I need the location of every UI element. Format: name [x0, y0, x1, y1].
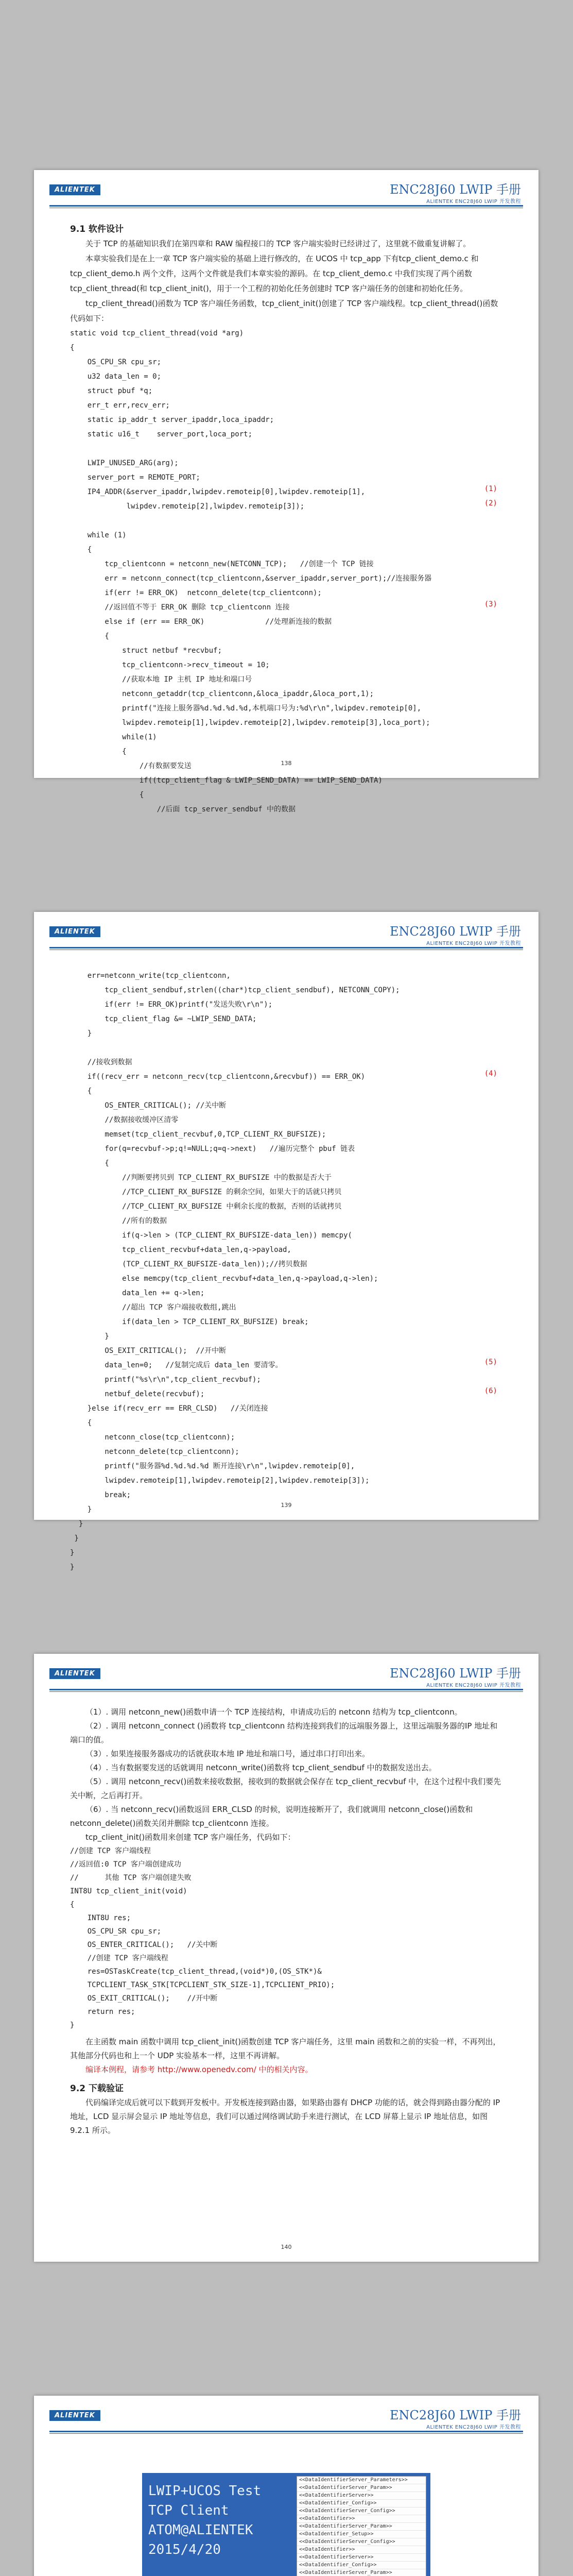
- page-header: [34, 170, 539, 210]
- paragraph: 关于 TCP 的基础知识我们在第四章和 RAW 编程接口的 TCP 客户端实验时已经讲过了，这里就不做重复讲解了。: [85, 239, 471, 248]
- document-page: [34, 170, 539, 814]
- header-rule: [49, 947, 523, 948]
- header-rule: [49, 1689, 523, 1690]
- code-marker: (4): [484, 1070, 497, 1078]
- document-page: [34, 2396, 539, 2576]
- header-rule: [49, 205, 523, 207]
- list-item: （5）. 调用 netconn_recv()函数来接收数据，接收到的数据就会保存在 tcp_client_recvbuf 中，在这个过程中我们要先关中断，之后再打开。: [70, 1777, 501, 1800]
- list-item: （4）. 当有数据要发送的话就调用 netconn_write()函数将 tcp_client_sendbuf 中的数据发送出去。: [85, 1763, 437, 1772]
- list-item: （1）. 调用 netconn_new()函数申请一个 TCP 连接结构，申请成功后的 netconn 结构为 tcp_clientconn。: [85, 1707, 462, 1717]
- list-item: <<DataIdentifierServer_Config>>: [297, 2538, 426, 2546]
- list-item: <<DataIdentifier_Config>>: [297, 2500, 426, 2507]
- lcd-line: TCP Client: [148, 2503, 229, 2518]
- manual-subtitle: ALIENTEK ENC28J60 LWIP 开发教程: [426, 1683, 521, 1688]
- paragraph: 编译本例程，请参考 http://www.openedv.com/ 中的相关内容。: [85, 2065, 313, 2074]
- code-marker: (3): [484, 600, 497, 608]
- paragraph: tcp_client_thread()函数为 TCP 客户端任务函数，tcp_client_init()创建了 TCP 客户端线程。tcp_client_thread()函数代码如下：: [70, 299, 498, 323]
- page-body: [70, 1705, 502, 2138]
- paragraph: 代码编译完成后就可以下载到开发板中。开发板连接到路由器，如果路由器有 DHCP 功能的话，就会得到路由器分配的 IP 地址，LCD 显示屏会显示 IP 地址等信息，我们可以通过网络调试助手来进行测试，在 LCD 屏幕上显示 IP 地址信息，如图 9.2.1 所示。: [70, 2098, 500, 2135]
- list-item: <<DataIdentifier>>: [297, 2546, 426, 2554]
- section-heading: 9.2 下载验证: [70, 2083, 124, 2094]
- header-rule-thin: [49, 2433, 523, 2434]
- page-number: 138: [281, 760, 292, 767]
- document-page: [34, 912, 539, 1571]
- list-item: <<DataIdentifierServer_Config>>: [297, 2507, 426, 2515]
- lcd-screen-photo: [142, 2473, 430, 2576]
- manual-title: ENC28J60 LWIP 手册: [390, 924, 521, 939]
- list-item: （3）. 如果连接服务器成功的话就获取本地 IP 地址和端口号，通过串口打印出来。: [85, 1749, 370, 1758]
- manual-title: ENC28J60 LWIP 手册: [390, 2408, 521, 2422]
- page-number: 140: [281, 2244, 292, 2250]
- code-block: err=netconn_write(tcp_clientconn, tcp_client_sendbuf,strlen((char*)tcp_client_sendbuf), NETCONN_COPY); if(err != ERR_OK)printf("发送失败\r\n"); tcp_client_flag &= ~LWIP_SEND_DATA; } //接收到数据 if((recv_err = netconn_recv(tcp_clientconn,&recvbuf)) == ERR_OK) { OS_ENTER_CRITICAL(); //关中断 //数据接收缓冲区清零 memset(tcp_client_recvbuf,0,TCP_CLIENT_RX_BUFSIZE); for(q=recvbuf->p;q!=NULL;q=q->next) //遍历完整个 pbuf 链表 { //判断要拷贝到 TCP_CLIENT_RX_BUFSIZE 中的数据是否大于 //TCP_CLIENT_RX_BUFSIZE 的剩余空间，如果大于的话就只拷贝 //TCP_CLIENT_RX_BUFSIZE 中剩余长度的数据，否则的话就拷贝 //所有的数据 if(q->len > (TCP_CLIENT_RX_BUFSIZE-data_len)) memcpy( tcp_client_recvbuf+data_len,q->payload, (TCP_CLIENT_RX_BUFSIZE-data_len));//拷贝数据 else memcpy(tcp_client_recvbuf+data_len,q->payload,q->len); data_len += q->len; //超出 TCP 客户端接收数组,跳出 if(data_len > TCP_CLIENT_RX_BUFSIZE) break; } OS_EXIT_CRITICAL(); //开中断 data_len=0; //复制完成后 data_len 要清零。 printf("%s\r\n",tcp_client_recvbuf); netbuf_delete(recvbuf); }else if(recv_err == ERR_CLSD) //关闭连接 { netconn_close(tcp_clientconn); netconn_delete(tcp_clientconn); printf("服务器%d.%d.%d.%d 断开连接\r\n",lwipdev.remoteip[0], lwipdev.remoteip[1],lwipdev.remoteip[2],lwipdev.remoteip[3]); break; } } } } }: [70, 972, 400, 1571]
- list-item: <<DataIdentifier_Config>>: [297, 2562, 426, 2569]
- lcd-line: ATOM@ALIENTEK: [148, 2522, 253, 2538]
- lcd-line: LWIP+UCOS Test: [148, 2483, 262, 2499]
- header-rule-thin: [49, 1691, 523, 1692]
- manual-subtitle: ALIENTEK ENC28J60 LWIP 开发教程: [426, 941, 521, 946]
- list-item: <<DataIdentifierServer>>: [297, 2492, 426, 2500]
- page-body: [70, 2473, 502, 2576]
- page-header: [34, 2396, 539, 2436]
- page-header: [34, 912, 539, 952]
- page-number: 139: [281, 1502, 292, 1509]
- list-item: <<DataIdentifierServer>>: [297, 2554, 426, 2562]
- overlay-dropdown-list: [297, 2476, 426, 2576]
- document-page: [34, 1654, 539, 2262]
- list-item: <<DataIdentifier_Setup>>: [297, 2531, 426, 2538]
- brand-logo: ALIENTEK: [49, 184, 100, 195]
- code-marker: (5): [484, 1358, 497, 1366]
- code-block: static void tcp_client_thread(void *arg) { OS_CPU_SR cpu_sr; u32 data_len = 0; struct pbuf *q; err_t err,recv_err; static ip_addr_t server_ipaddr,loca_ipaddr; static u16_t server_port,loca_port; LWIP_UNUSED_ARG(arg); server_port = REMOTE_PORT; IP4_ADDR(&server_ipaddr,lwipdev.remoteip[0],lwipdev.remoteip[1], lwipdev.remoteip[2],lwipdev.remoteip[3]); while (1) { tcp_clientconn = netconn_new(NETCONN_TCP); //创建一个 TCP 链接 err = netconn_connect(tcp_clientconn,&server_ipaddr,server_port);//连接服务器 if(err != ERR_OK) netconn_delete(tcp_clientconn); //返回值不等于 ERR_OK 删除 tcp_clientconn 连接 else if (err == ERR_OK) //处理新连接的数据 { struct netbuf *recvbuf; tcp_clientconn->recv_timeout = 10; //获取本地 IP 主机 IP 地址和端口号 netconn_getaddr(tcp_clientconn,&loca_ipaddr,&loca_port,1); printf("连接上服务器%d.%d.%d.%d,本机端口号为:%d\r\n",lwipdev.remoteip[0], lwipdev.remoteip[1],lwipdev.remoteip[2],lwipdev.remoteip[3],loca_port); while(1) { //有数据要发送 if((tcp_client_flag & LWIP_SEND_DATA) == LWIP_SEND_DATA) { //后面 tcp_server_sendbuf 中的数据: [70, 329, 432, 814]
- list-item: <<DataIdentifierServer_Param>>: [297, 2484, 426, 2492]
- manual-subtitle: ALIENTEK ENC28J60 LWIP 开发教程: [426, 199, 521, 205]
- list-item: <<DataIdentifierServer_Parameters>>: [297, 2477, 426, 2484]
- manual-title: ENC28J60 LWIP 手册: [390, 1666, 521, 1681]
- code-marker: (1): [484, 485, 497, 493]
- brand-logo: ALIENTEK: [49, 926, 100, 937]
- list-item: （6）. 当 netconn_recv()函数返回 ERR_CLSD 的时候，说明连接断开了，我们就调用 netconn_close()函数和 netconn_delete()函数关闭并删除 tcp_clientconn 连接。: [70, 1805, 473, 1828]
- page-body: [70, 969, 502, 1574]
- paragraph: 在主函数 main 函数中调用 tcp_client_init()函数创建 TCP 客户端任务，这里 main 函数和之前的实验一样，不再列出，其他部分代码也和上一个 UDP 实验基本一样，这里不再讲解。: [70, 2037, 501, 2060]
- code-marker: (2): [484, 499, 497, 507]
- list-item: <<DataIdentifierServer_Param>>: [297, 2569, 426, 2576]
- list-item: <<DataIdentifierServer_Param>>: [297, 2523, 426, 2531]
- paragraph: 本章实验我们是在上一章 TCP 客户端实验的基础上进行修改的，在 UCOS 中 tcp_app 下有tcp_client_demo.c 和 tcp_client_demo.h 两个文件，这两个文件就是我们本章实验的源码。在 tcp_client_demo.c 中我们实现了两个函数 tcp_client_thread(和 tcp_client_init()，用于一个工程的初始化任务创建时 TCP 客户端任务的创建和初始化任务。: [70, 254, 479, 293]
- list-item: <<DataIdentifier>>: [297, 2515, 426, 2523]
- page-header: [34, 1654, 539, 1694]
- brand-logo: ALIENTEK: [49, 1668, 100, 1679]
- code-block: //创建 TCP 客户端线程 //返回值:0 TCP 客户端创建成功 // 其他 TCP 客户端创建失败 INT8U tcp_client_init(void) { INT8U res; OS_CPU_SR cpu_sr; OS_ENTER_CRITICAL(); //关中断 //创建 TCP 客户端线程 res=OSTaskCreate(tcp_client_thread,(void*)0,(OS_STK*)& TCPCLIENT_TASK_STK[TCPCLIENT_STK_SIZE-1],TCPCLIENT_PRIO); OS_EXIT_CRITICAL(); //开中断 return res; }: [70, 1847, 335, 2029]
- list-item: （2）. 调用 netconn_connect ()函数将 tcp_clientconn 结构连接到我们的远端服务器上，这里远端服务器的IP 地址和端口的值。: [70, 1721, 498, 1744]
- page-body: [70, 222, 502, 817]
- brand-logo: ALIENTEK: [49, 2410, 100, 2421]
- section-heading: 9.1 软件设计: [70, 224, 124, 234]
- paragraph: tcp_client_init()函数用来创建 TCP 客户端任务，代码如下：: [85, 1833, 296, 1842]
- lcd-line: 2015/4/20: [148, 2542, 221, 2557]
- code-marker: (6): [484, 1387, 497, 1395]
- header-rule: [49, 2431, 523, 2432]
- manual-subtitle: ALIENTEK ENC28J60 LWIP 开发教程: [426, 2425, 521, 2430]
- manual-title: ENC28J60 LWIP 手册: [390, 182, 521, 197]
